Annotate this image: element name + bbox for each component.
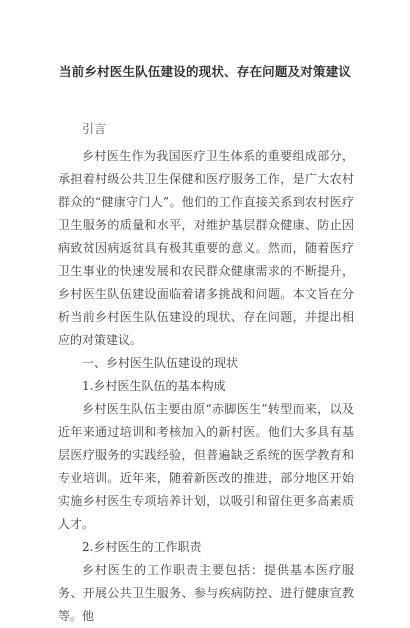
subsection-heading: 1.乡村医生队伍的基本构成 — [82, 379, 226, 393]
document-body — [58, 118, 354, 628]
paragraph-intro: 乡村医生作为我国医疗卫生体系的重要组成部分，承担着村级公共卫生保健和医疗服务工作，是广大农村群众的“健康守门人”。他们的工作直接关系到农村医疗卫生服务的质量和水平，对维护基层群众健康、防止因病致贫因病返贫具有极其重要的意义。然而，随着医疗卫生事业的快速发展和农民群众健康需求的不断提升，乡村医生队伍建设面临着诸多挑战和问题。本文旨在分析当前乡村医生队伍建设的现状、存在问题，并提出相应的对策建议。 — [58, 149, 354, 347]
paragraph-duties: 乡村医生的工作职责主要包括：提供基本医疗服务、开展公共卫生服务、参与疾病防控、进行健康宣教等。他 — [58, 563, 354, 623]
paragraph-composition: 乡村医生队伍主要由原“赤脚医生”转型而来，以及近年来通过培训和考核加入的新村医。他们大多具有基层医疗服务的实践经验，但普遍缺乏系统的医学教育和专业培训。近年来，随着新医改的推进，部分地区开始实施乡村医生专项培养计划，以吸引和留住更多高素质人才。 — [58, 402, 354, 531]
section-heading: 一、乡村医生队伍建设的现状 — [82, 356, 239, 370]
document-title: 当前乡村医生队伍建设的现状、存在问题及对策建议 — [58, 64, 352, 79]
intro-label: 引言 — [82, 122, 107, 136]
subsection-heading: 2.乡村医生的工作职责 — [82, 540, 202, 554]
